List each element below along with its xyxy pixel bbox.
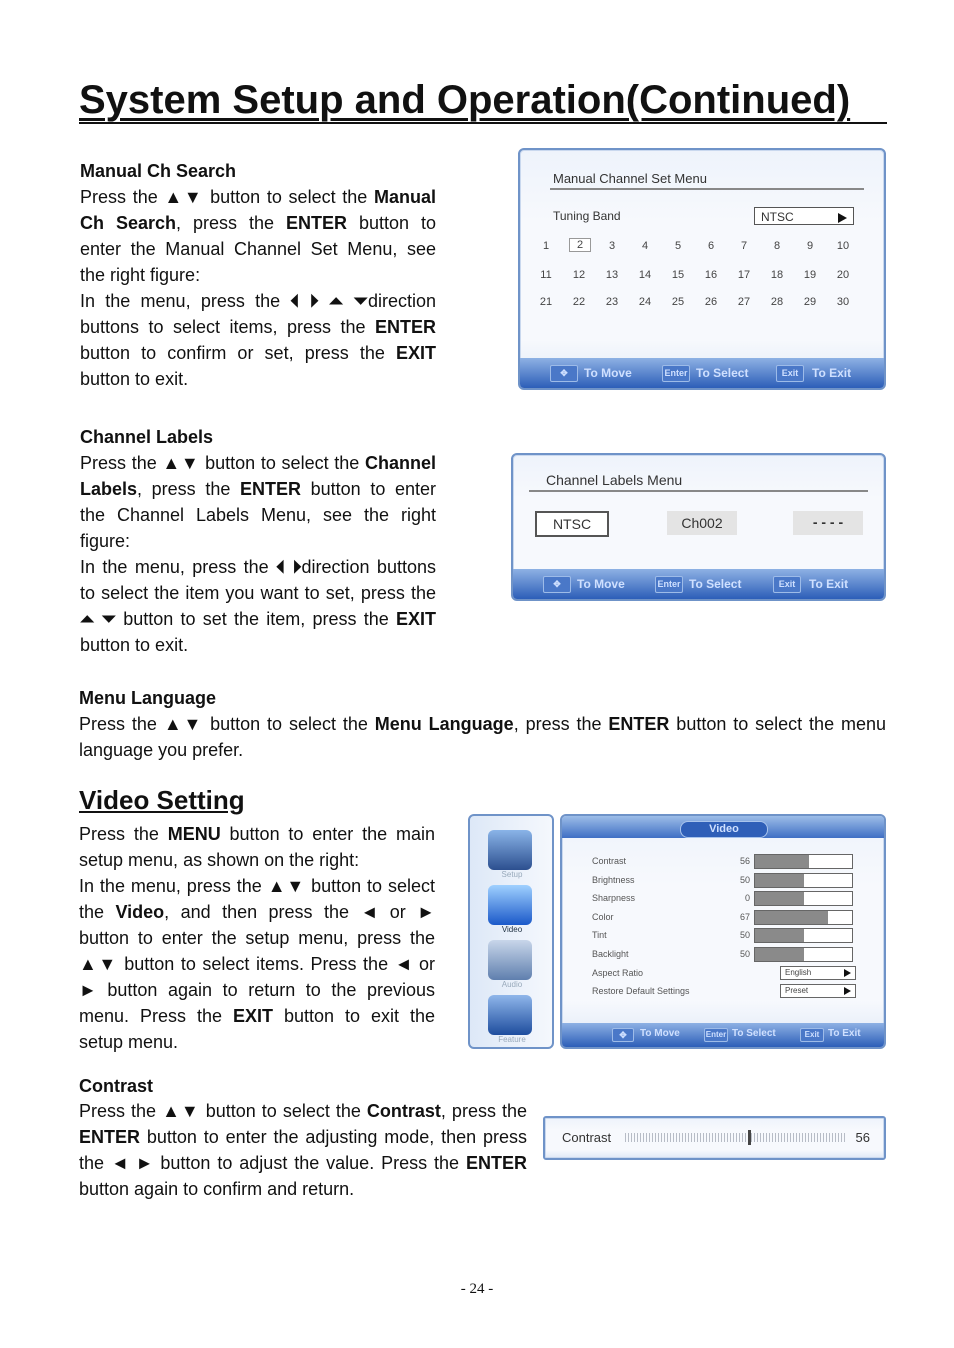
channel-cell[interactable]: 22 — [572, 296, 586, 308]
text-segment: Video — [115, 902, 165, 922]
text-segment: ◄ — [394, 954, 413, 974]
dpad-icon: ✥ — [543, 576, 571, 593]
text-segment: ⏴ ⏵ ⏶ ⏷ — [290, 291, 368, 311]
text-segment: ▲▼ — [162, 453, 200, 473]
labels-channel-field[interactable]: Ch002 — [667, 511, 737, 535]
manual-ch-search-text-2 — [80, 288, 436, 392]
menu-language-heading: Menu Language — [79, 688, 217, 708]
text-segment: , press the — [440, 1101, 527, 1121]
video-row-slider-fill — [755, 948, 804, 961]
text-segment: ▲▼ — [267, 876, 306, 896]
video-row-slider[interactable] — [754, 873, 853, 888]
text-segment: Manual Ch Search — [80, 187, 436, 233]
channel-cell[interactable]: 20 — [836, 269, 850, 281]
text-segment: ◄ ► — [110, 1153, 154, 1173]
channel-cell[interactable]: 7 — [740, 240, 748, 252]
manual-ch-search-text-1 — [80, 184, 436, 288]
text-segment: EXIT — [395, 609, 436, 629]
text-segment: button to exit. — [80, 369, 189, 389]
channel-cell[interactable]: 25 — [671, 296, 685, 308]
restore-defaults-label: Restore Default Settings — [592, 986, 690, 996]
tuning-band-label: Tuning Band — [553, 209, 621, 223]
text-segment: button to select the menu language you prefer. — [79, 714, 886, 760]
text-segment: direction buttons to select items, press the — [80, 291, 436, 337]
text-segment: ► — [79, 980, 97, 1000]
video-menu-hint-bar — [562, 1023, 884, 1047]
side-item-label: Setup — [501, 870, 523, 879]
arrow-right-icon — [844, 969, 851, 977]
text-segment: EXIT — [395, 343, 436, 363]
manual-menu-title: Manual Channel Set Menu — [553, 171, 707, 186]
channel-cell[interactable]: 13 — [605, 269, 619, 281]
channel-cell[interactable]: 16 — [704, 269, 718, 281]
text-segment: ENTER — [239, 479, 301, 499]
text-segment: Channel Labels — [80, 453, 436, 499]
channel-cell[interactable]: 23 — [605, 296, 619, 308]
channel-labels-heading: Channel Labels — [80, 427, 214, 447]
text-segment: Press the — [80, 187, 165, 207]
text-segment: button to adjust the value. Press the — [153, 1153, 466, 1173]
channel-cell[interactable]: 4 — [641, 240, 649, 252]
text-segment: ▲▼ — [162, 1101, 200, 1121]
video-setting-text-2 — [79, 873, 435, 1055]
side-item-label: Video — [501, 925, 523, 934]
video-row-value: 50 — [739, 930, 750, 940]
hint-select: To Select — [732, 1028, 776, 1039]
channel-cell[interactable]: 19 — [803, 269, 817, 281]
hint-select: To Select — [689, 577, 742, 591]
aspect-ratio-value: English — [785, 968, 812, 977]
video-row-value: 67 — [739, 911, 750, 922]
contrast-text — [79, 1098, 527, 1202]
labels-name-field[interactable]: - - - - — [793, 511, 863, 535]
text-segment: Contrast — [366, 1101, 441, 1121]
tuning-band-select[interactable] — [754, 207, 854, 225]
channel-cell[interactable]: 24 — [638, 296, 652, 308]
hint-exit: To Exit — [828, 1028, 861, 1039]
video-row-slider[interactable] — [754, 928, 853, 943]
channel-labels-menu — [511, 453, 886, 601]
hint-exit: To Exit — [809, 577, 849, 591]
text-segment: button to enter the adjusting mode, then press the — [79, 1127, 527, 1173]
text-segment: button to enter the Channel Labels Menu, see the right figure: — [80, 479, 436, 551]
contrast-heading: Contrast — [79, 1076, 154, 1096]
video-row-slider-fill — [755, 855, 809, 868]
speaker-icon[interactable] — [488, 940, 532, 980]
text-segment: button to confirm or set, press the — [80, 343, 396, 363]
video-row-value: 0 — [744, 893, 750, 903]
setup-side-menu — [468, 814, 554, 1049]
text-segment: button to select the — [199, 453, 365, 473]
video-row-value: 50 — [739, 874, 750, 885]
contrast-slider-track[interactable] — [625, 1133, 847, 1142]
hint-move: To Move — [584, 366, 632, 380]
text-segment: button to exit. — [80, 635, 189, 655]
text-segment: ▲▼ — [79, 954, 118, 974]
text-segment: In the menu, press the — [79, 876, 268, 896]
channel-cell[interactable]: 14 — [638, 269, 652, 281]
video-row-slider-fill — [755, 911, 828, 924]
text-segment: Press the — [79, 1101, 163, 1121]
labels-menu-rule — [529, 490, 868, 492]
channel-cell[interactable]: 10 — [836, 240, 850, 252]
text-segment: Press the — [79, 714, 164, 734]
text-segment: MENU — [167, 824, 221, 844]
hint-move: To Move — [577, 577, 625, 591]
channel-cell[interactable]: 29 — [803, 296, 817, 308]
text-segment: button to exit the setup menu. — [79, 1006, 435, 1052]
text-segment: button to enter the main setup menu, as shown on the right: — [79, 824, 435, 870]
text-segment: In the menu, press the — [80, 557, 277, 577]
text-segment: button to set the item, press the — [116, 609, 396, 629]
video-row-label: Backlight — [592, 948, 629, 959]
channel-cell[interactable]: 6 — [707, 240, 715, 252]
text-segment: ▲▼ — [164, 187, 204, 207]
text-segment: ◄ — [360, 902, 379, 922]
side-item-label: Feature — [498, 1035, 526, 1044]
channel-cell[interactable]: 11 — [540, 269, 552, 281]
text-segment: ENTER — [608, 714, 670, 734]
text-segment: ⏴ ⏵ — [276, 557, 302, 577]
exit-key-icon: Exit — [773, 576, 801, 593]
video-row-label: Tint — [592, 930, 607, 940]
page-number: - 24 - — [460, 1281, 494, 1297]
text-segment: ENTER — [465, 1153, 527, 1173]
page-title: System Setup and Operation(Continued) — [79, 78, 851, 122]
video-row-slider[interactable] — [754, 947, 853, 962]
text-segment: direction buttons to select the item you want to set, press the — [80, 557, 436, 603]
restore-defaults-select[interactable] — [780, 984, 856, 998]
hint-select: To Select — [696, 366, 749, 380]
video-row-slider-fill — [755, 892, 804, 905]
text-segment: Press the — [80, 453, 163, 473]
aspect-ratio-label: Aspect Ratio — [592, 968, 644, 978]
text-segment: Menu Language — [374, 714, 514, 734]
gear-icon[interactable] — [488, 830, 532, 870]
text-segment: or — [378, 902, 418, 922]
channel-cell[interactable]: 2 — [569, 238, 591, 252]
channel-cell[interactable]: 28 — [770, 296, 784, 308]
text-segment: , press the — [176, 213, 286, 233]
channel-cell[interactable]: 12 — [572, 269, 586, 281]
channel-cell[interactable]: 26 — [704, 296, 718, 308]
video-row-slider[interactable] — [754, 910, 853, 925]
video-row-slider-fill — [755, 874, 804, 887]
side-item-label: Audio — [501, 980, 523, 989]
text-segment: , press the — [137, 479, 240, 499]
exit-key-icon: Exit — [800, 1028, 824, 1042]
video-row-label: Color — [592, 911, 614, 922]
labels-menu-hint-bar — [513, 569, 884, 599]
contrast-slider-thumb[interactable] — [748, 1130, 751, 1145]
manual-menu-hint-bar — [520, 358, 884, 388]
contrast-adjust-bar — [543, 1116, 886, 1160]
text-segment: ► — [417, 902, 435, 922]
dpad-icon: ✥ — [612, 1028, 634, 1042]
video-row-value: 56 — [739, 856, 750, 866]
text-segment: ENTER — [374, 317, 436, 337]
hint-move: To Move — [640, 1028, 680, 1039]
text-segment: ▲▼ — [163, 714, 204, 734]
video-tab[interactable]: Video — [680, 821, 768, 838]
arrow-right-icon — [838, 213, 847, 223]
channel-cell[interactable]: 21 — [539, 296, 553, 308]
manual-channel-set-menu — [518, 148, 886, 390]
channel-cell[interactable]: 27 — [737, 296, 751, 308]
menu-language-text — [79, 711, 886, 763]
restore-defaults-value: Preset — [785, 986, 809, 995]
manual-menu-rule — [550, 188, 864, 190]
channel-cell[interactable]: 15 — [671, 269, 685, 281]
video-row-slider[interactable] — [754, 891, 853, 906]
dpad-icon: ✥ — [550, 365, 578, 382]
enter-key-icon: Enter — [662, 365, 690, 382]
video-setting-heading: Video Setting — [79, 785, 245, 815]
video-row-label: Brightness — [592, 874, 635, 885]
text-segment: , and then press the — [164, 902, 361, 922]
video-row-label: Sharpness — [592, 893, 636, 903]
text-segment: , press the — [513, 714, 609, 734]
channel-labels-text-1 — [80, 450, 436, 554]
channel-cell[interactable]: 9 — [806, 240, 814, 252]
video-row-label: Contrast — [592, 856, 627, 866]
channel-cell[interactable]: 17 — [737, 269, 751, 281]
labels-standard-field[interactable]: NTSC — [535, 511, 609, 537]
channel-cell[interactable]: 30 — [836, 296, 850, 308]
video-row-slider-fill — [755, 929, 804, 942]
text-segment: ⏶ ⏷ — [80, 609, 117, 629]
text-segment: button again to return to the previous menu. Press the — [79, 980, 435, 1026]
exit-key-icon: Exit — [776, 365, 804, 382]
text-segment: button to enter the Manual Channel Set Menu, see the right figure: — [80, 213, 437, 285]
video-setting-text-1 — [79, 821, 435, 873]
video-row-slider[interactable] — [754, 854, 853, 869]
text-segment: or — [412, 954, 435, 974]
text-segment: button to enter the setup menu, press the — [79, 928, 435, 948]
channel-cell[interactable]: 5 — [674, 240, 682, 252]
aspect-ratio-select[interactable] — [780, 966, 856, 980]
text-segment: button to select the — [79, 876, 435, 922]
wrench-icon[interactable] — [488, 995, 532, 1035]
channel-cell[interactable]: 8 — [773, 240, 781, 252]
channel-cell[interactable]: 18 — [770, 269, 784, 281]
channel-labels-text-2 — [80, 554, 436, 658]
enter-key-icon: Enter — [704, 1028, 728, 1042]
text-segment: button to select the — [203, 187, 374, 207]
enter-key-icon: Enter — [655, 576, 683, 593]
arrow-right-icon — [844, 987, 851, 995]
text-segment: EXIT — [232, 1006, 273, 1026]
monitor-icon[interactable] — [488, 885, 532, 925]
text-segment: button again to confirm and return. — [79, 1179, 355, 1199]
channel-cell[interactable]: 1 — [542, 240, 550, 252]
text-segment: button to select the — [203, 714, 375, 734]
text-segment: ENTER — [79, 1127, 141, 1147]
contrast-bar-label: Contrast — [562, 1130, 612, 1145]
contrast-bar-value: 56 — [855, 1130, 870, 1145]
text-segment: Press the — [79, 824, 168, 844]
tuning-band-value: NTSC — [761, 210, 794, 224]
text-segment: In the menu, press the — [80, 291, 291, 311]
video-row-value: 50 — [739, 948, 750, 959]
video-menu — [560, 814, 886, 1049]
channel-cell[interactable]: 3 — [608, 240, 616, 252]
hint-exit: To Exit — [812, 366, 852, 380]
text-segment: button to select the — [199, 1101, 367, 1121]
labels-menu-title: Channel Labels Menu — [546, 472, 683, 488]
text-segment: button to select items. Press the — [117, 954, 395, 974]
text-segment: ENTER — [285, 213, 347, 233]
manual-ch-search-heading: Manual Ch Search — [80, 161, 237, 181]
title-rule — [79, 122, 887, 124]
